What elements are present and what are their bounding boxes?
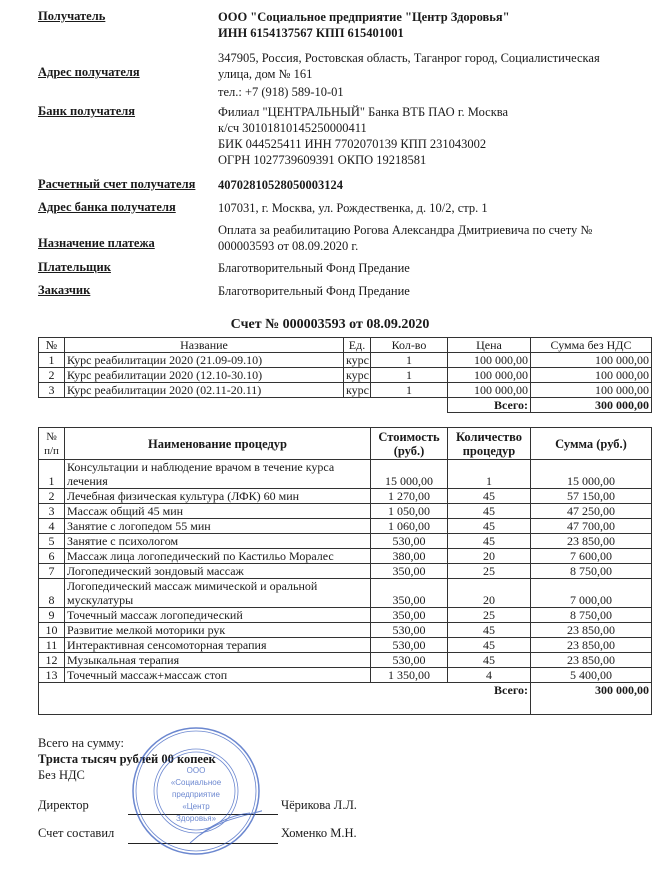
- bank-address-label: Адрес банка получателя: [38, 200, 176, 214]
- svg-text:«Социальное: «Социальное: [170, 778, 222, 787]
- table-row: [39, 534, 652, 549]
- table-cell: 1: [371, 368, 448, 383]
- sum-label: Всего на сумму:: [38, 736, 124, 750]
- total-value: 300 000,00: [531, 398, 652, 413]
- table-cell: 1 050,00: [371, 504, 448, 519]
- total-label: Всего:: [448, 398, 531, 413]
- col-header: Стоимость (руб.): [371, 428, 448, 460]
- table-cell: 350,00: [371, 608, 448, 623]
- table-row: [39, 668, 652, 683]
- total-value: 300 000,00: [531, 683, 652, 715]
- table-cell: Лечебная физическая культура (ЛФК) 60 мин: [65, 489, 371, 504]
- table-cell: 23 850,00: [531, 653, 652, 668]
- table-row: [39, 579, 652, 608]
- table-cell: Консультации и наблюдение врачом в течение курса лечения: [65, 460, 371, 489]
- table-cell: 7 600,00: [531, 549, 652, 564]
- table-header-row: [39, 428, 652, 460]
- table-cell: 1: [371, 353, 448, 368]
- table-row: [39, 653, 652, 668]
- bank-ks: к/сч 30101810145250000411: [218, 121, 367, 135]
- table-cell: 1 270,00: [371, 489, 448, 504]
- procedures-table: [38, 427, 652, 715]
- invoice-title: Счет № 000003593 от 08.09.2020: [230, 317, 430, 332]
- table-cell: Массаж лица логопедический по Кастильо Моралес: [65, 549, 371, 564]
- table-cell: 20: [448, 549, 531, 564]
- purpose-line: 000003593 от 08.09.2020 г.: [218, 239, 359, 253]
- table-cell: 1: [39, 460, 65, 489]
- recipient-label: Получатель: [38, 9, 106, 23]
- table-cell: 3: [39, 504, 65, 519]
- address-line: улица, дом № 161: [218, 67, 313, 81]
- table-cell: 1 060,00: [371, 519, 448, 534]
- table-cell: 57 150,00: [531, 489, 652, 504]
- table-cell: 15 000,00: [371, 460, 448, 489]
- table-cell: Логопедический массаж мимической и оральной мускулатуры: [65, 579, 371, 608]
- table-cell: 530,00: [371, 623, 448, 638]
- table-cell: 4: [39, 519, 65, 534]
- vat-note: Без НДС: [38, 768, 85, 782]
- table-cell: 100 000,00: [448, 383, 531, 398]
- author-label: Счет составил: [38, 826, 115, 840]
- table-cell: 45: [448, 623, 531, 638]
- table-cell: 9: [39, 608, 65, 623]
- table-cell: 100 000,00: [531, 368, 652, 383]
- table-row: [39, 368, 652, 383]
- table-cell: Интерактивная сенсомоторная терапия: [65, 638, 371, 653]
- table-cell: 5 400,00: [531, 668, 652, 683]
- address-value: [218, 50, 638, 100]
- table-cell: 1: [371, 383, 448, 398]
- table-row: [39, 549, 652, 564]
- table-cell: 8: [39, 579, 65, 608]
- svg-text:Здоровья»: Здоровья»: [175, 814, 217, 823]
- table-cell: 15 000,00: [531, 460, 652, 489]
- col-header: Количество процедур: [448, 428, 531, 460]
- address-line: 347905, Россия, Ростовская область, Таганрог город, Социалистическая: [218, 51, 600, 65]
- spacer: [39, 398, 448, 413]
- table-cell: 2: [39, 489, 65, 504]
- table-cell: 8 750,00: [531, 608, 652, 623]
- table-cell: Курс реабилитации 2020 (02.11-20.11): [65, 383, 344, 398]
- director-name: Чёрикова Л.Л.: [281, 798, 357, 812]
- payer-value: Благотворительный Фонд Предание: [218, 261, 410, 275]
- table-cell: 45: [448, 489, 531, 504]
- customer-value: Благотворительный Фонд Предание: [218, 284, 410, 298]
- table-row: [39, 519, 652, 534]
- purpose-label: Назначение платежа: [38, 236, 155, 250]
- table-cell: 45: [448, 519, 531, 534]
- bank-value: [218, 104, 638, 168]
- table-cell: 23 850,00: [531, 534, 652, 549]
- table-cell: 11: [39, 638, 65, 653]
- customer-label: Заказчик: [38, 283, 91, 297]
- table-cell: 45: [448, 534, 531, 549]
- total-row: [39, 398, 652, 413]
- table-cell: 350,00: [371, 579, 448, 608]
- bank-label: Банк получателя: [38, 104, 136, 118]
- table-cell: 6: [39, 549, 65, 564]
- col-header: Сумма без НДС: [531, 338, 652, 353]
- table-row: [39, 460, 652, 489]
- col-header: № п/п: [39, 428, 65, 460]
- company-stamp: [130, 725, 262, 857]
- table-cell: 2: [39, 368, 65, 383]
- table-cell: 13: [39, 668, 65, 683]
- table-cell: Логопедический зондовый массаж: [65, 564, 371, 579]
- table-cell: Курс реабилитации 2020 (21.09-09.10): [65, 353, 344, 368]
- table-cell: Курс реабилитации 2020 (12.10-30.10): [65, 368, 344, 383]
- table-cell: Массаж общий 45 мин: [65, 504, 371, 519]
- table-cell: 1 350,00: [371, 668, 448, 683]
- table-row: [39, 623, 652, 638]
- col-header: Название: [65, 338, 344, 353]
- table-cell: 350,00: [371, 564, 448, 579]
- col-header: Наименование процедур: [65, 428, 371, 460]
- bank-address-value: 107031, г. Москва, ул. Рождественка, д. 10/2, стр. 1: [218, 201, 488, 215]
- table-cell: 8 750,00: [531, 564, 652, 579]
- svg-text:предприятие: предприятие: [172, 790, 220, 799]
- table-row: [39, 383, 652, 398]
- table-cell: 530,00: [371, 638, 448, 653]
- table-cell: 380,00: [371, 549, 448, 564]
- bank-bik: БИК 044525411 ИНН 7702070139 КПП 231043002: [218, 137, 487, 151]
- table-cell: 1: [39, 353, 65, 368]
- payer-label: Плательщик: [38, 260, 111, 274]
- table-row: [39, 353, 652, 368]
- table-cell: 530,00: [371, 653, 448, 668]
- director-label: Директор: [38, 798, 89, 812]
- svg-text:ООО: ООО: [186, 766, 206, 775]
- table-cell: Точечный массаж логопедический: [65, 608, 371, 623]
- author-name: Хоменко М.Н.: [281, 826, 357, 840]
- total-row: [39, 683, 652, 715]
- table-cell: 45: [448, 504, 531, 519]
- recipient-inn: ИНН 6154137567 КПП 615401001: [218, 26, 404, 40]
- table-cell: 23 850,00: [531, 623, 652, 638]
- svg-text:«Центр: «Центр: [182, 802, 210, 811]
- table-cell: 1: [448, 460, 531, 489]
- table-cell: 47 700,00: [531, 519, 652, 534]
- table-cell: 100 000,00: [531, 353, 652, 368]
- table-cell: курс: [344, 368, 371, 383]
- table-row: [39, 564, 652, 579]
- table-cell: 10: [39, 623, 65, 638]
- table-cell: 4: [448, 668, 531, 683]
- table-row: [39, 638, 652, 653]
- col-header: Кол-во: [371, 338, 448, 353]
- table-cell: 25: [448, 608, 531, 623]
- col-header: Цена: [448, 338, 531, 353]
- purpose-line: Оплата за реабилитацию Рогова Александра Дмитриевича по счету №: [218, 223, 593, 237]
- table-cell: 5: [39, 534, 65, 549]
- account-value: 40702810528050003124: [218, 178, 343, 192]
- table-cell: 100 000,00: [531, 383, 652, 398]
- table-cell: 25: [448, 564, 531, 579]
- table-cell: 3: [39, 383, 65, 398]
- invoice-table: [38, 337, 652, 413]
- table-cell: Музыкальная терапия: [65, 653, 371, 668]
- bank-ogrn: ОГРН 1027739609391 ОКПО 19218581: [218, 153, 427, 167]
- table-cell: Занятие с психологом: [65, 534, 371, 549]
- table-cell: 45: [448, 638, 531, 653]
- table-row: [39, 489, 652, 504]
- address-label: Адрес получателя: [38, 65, 140, 79]
- table-cell: курс: [344, 383, 371, 398]
- recipient-name: ООО "Социальное предприятие "Центр Здоровья": [218, 10, 510, 24]
- table-cell: 100 000,00: [448, 353, 531, 368]
- table-cell: 7: [39, 564, 65, 579]
- table-cell: 100 000,00: [448, 368, 531, 383]
- address-phone: тел.: +7 (918) 589-10-01: [218, 85, 344, 99]
- table-cell: курс: [344, 353, 371, 368]
- sum-words: Триста тысяч рублей 00 копеек: [38, 752, 216, 766]
- table-row: [39, 504, 652, 519]
- col-header: Сумма (руб.): [531, 428, 652, 460]
- table-header-row: [39, 338, 652, 353]
- table-cell: 47 250,00: [531, 504, 652, 519]
- account-label: Расчетный счет получателя: [38, 177, 196, 191]
- purpose-value: [218, 222, 638, 254]
- table-row: [39, 608, 652, 623]
- table-cell: 20: [448, 579, 531, 608]
- col-header: №: [39, 338, 65, 353]
- table-cell: Развитие мелкой моторики рук: [65, 623, 371, 638]
- table-cell: 530,00: [371, 534, 448, 549]
- table-cell: Занятие с логопедом 55 мин: [65, 519, 371, 534]
- table-cell: Точечный массаж+массаж стоп: [65, 668, 371, 683]
- table-cell: 45: [448, 653, 531, 668]
- table-cell: 7 000,00: [531, 579, 652, 608]
- bank-name: Филиал "ЦЕНТРАЛЬНЫЙ" Банка ВТБ ПАО г. Москва: [218, 105, 509, 119]
- table-cell: 23 850,00: [531, 638, 652, 653]
- total-label: Всего:: [39, 683, 531, 715]
- col-header: Ед.: [344, 338, 371, 353]
- table-cell: 12: [39, 653, 65, 668]
- recipient-value: [218, 9, 638, 41]
